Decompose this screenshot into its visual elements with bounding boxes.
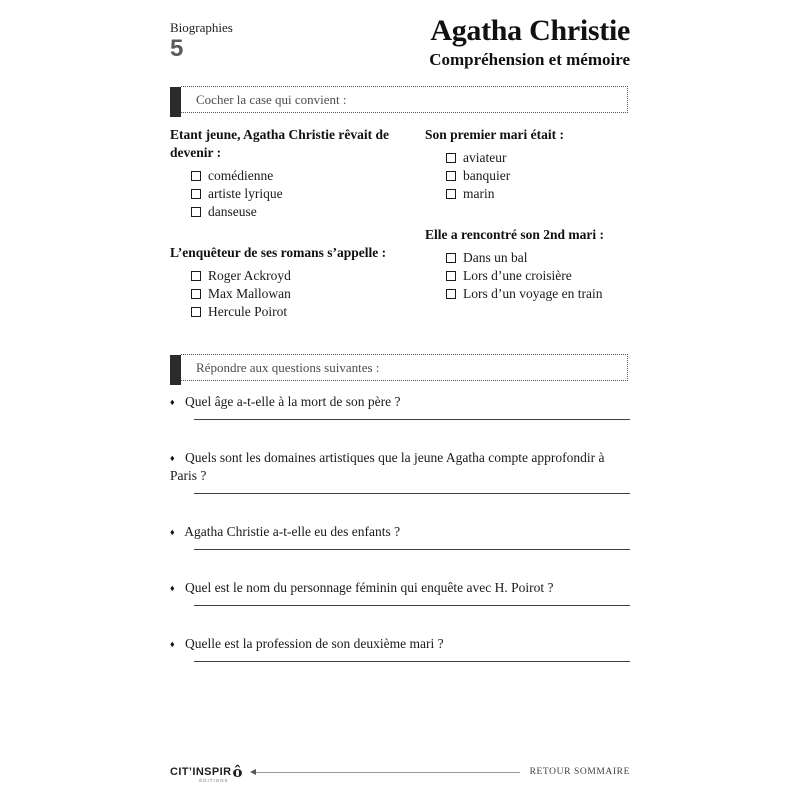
question-text: Quel est le nom du personnage féminin qui enquête avec H. Poirot ? <box>184 580 554 595</box>
checkbox-option[interactable] <box>170 203 418 221</box>
checkbox-option-label: comédienne <box>208 168 274 183</box>
question-block <box>170 635 630 662</box>
checkbox-option[interactable] <box>170 167 418 185</box>
answer-line[interactable] <box>194 605 630 606</box>
checkbox[interactable] <box>446 271 456 281</box>
question <box>170 523 630 541</box>
diamond-bullet-icon: ♦ <box>170 639 175 649</box>
instruction-bar-check <box>170 86 628 116</box>
publisher-logo-text: CIT’INSPIR <box>170 766 232 778</box>
checkbox-group-detective-name <box>170 244 418 321</box>
checkbox[interactable] <box>191 289 201 299</box>
black-tab-marker <box>170 87 181 117</box>
footer-divider-line <box>256 772 519 773</box>
instruction-text: Cocher la case qui convient : <box>196 91 347 107</box>
checkbox-group-heading: Son premier mari était : <box>425 127 564 142</box>
checkbox-option[interactable] <box>170 267 418 285</box>
checkbox-option[interactable] <box>425 285 630 303</box>
checkbox-option[interactable] <box>425 185 630 203</box>
questions-section <box>170 393 630 691</box>
answer-line[interactable] <box>194 661 630 662</box>
question <box>170 449 630 485</box>
publisher-logo-icon: ô <box>232 762 243 781</box>
question-text: Quelle est la profession de son deuxième mari ? <box>184 636 444 651</box>
checkbox[interactable] <box>191 207 201 217</box>
series-header <box>170 20 233 61</box>
back-to-summary-link[interactable]: RETOUR SOMMAIRE <box>529 767 630 777</box>
checkbox-group-second-husband-meeting <box>425 226 630 303</box>
diamond-bullet-icon: ♦ <box>170 583 175 593</box>
checkbox-option[interactable] <box>425 249 630 267</box>
page-subtitle: Compréhension et mémoire <box>429 49 630 69</box>
dotted-instruction-box <box>181 86 628 113</box>
checkbox[interactable] <box>191 271 201 281</box>
checkbox-option[interactable] <box>425 267 630 285</box>
question-block <box>170 393 630 420</box>
checkbox-option-label: Hercule Poirot <box>208 304 288 319</box>
checkbox-option-label: danseuse <box>208 204 257 219</box>
publisher-logo-subtext: ÉDITIONS <box>199 777 229 783</box>
page-title: Agatha Christie <box>430 14 630 47</box>
checkbox-group-heading: L’enquêteur de ses romans s’appelle : <box>170 245 387 260</box>
checkbox[interactable] <box>446 153 456 163</box>
diamond-bullet-icon: ♦ <box>170 453 175 463</box>
checkbox-group-first-husband <box>425 126 630 203</box>
checkbox-option-label: banquier <box>463 168 511 183</box>
checkbox-option-label: Roger Ackroyd <box>208 268 291 283</box>
black-tab-marker <box>170 355 181 385</box>
checkbox-column-left <box>170 126 418 344</box>
checkbox-column-right <box>425 126 630 326</box>
checkbox[interactable] <box>191 171 201 181</box>
question <box>170 579 630 597</box>
checkbox-group-heading: Elle a rencontré son 2nd mari : <box>425 227 604 242</box>
checkbox-group-heading: Etant jeune, Agatha Christie rêvait de devenir : <box>170 127 389 160</box>
worksheet-number: 5 <box>170 35 184 62</box>
question <box>170 393 630 411</box>
checkbox-option[interactable] <box>170 285 418 303</box>
question-text: Quel âge a-t-elle à la mort de son père ? <box>184 394 401 409</box>
diamond-bullet-icon: ♦ <box>170 397 175 407</box>
checkbox[interactable] <box>191 307 201 317</box>
answer-line[interactable] <box>194 549 630 550</box>
question-block <box>170 523 630 550</box>
checkbox-option-label: Dans un bal <box>463 250 528 265</box>
checkbox[interactable] <box>446 171 456 181</box>
checkbox[interactable] <box>446 289 456 299</box>
instruction-bar-answer <box>170 354 628 384</box>
checkbox-option-label: artiste lyrique <box>208 186 283 201</box>
question-text: Quels sont les domaines artistiques que la jeune Agatha compte approfondir à Paris ? <box>170 450 605 483</box>
dotted-instruction-box <box>181 354 628 381</box>
answer-line[interactable] <box>194 419 630 420</box>
checkbox[interactable] <box>191 189 201 199</box>
checkbox-option[interactable] <box>425 149 630 167</box>
checkbox-option-label: marin <box>463 186 495 201</box>
publisher-logo <box>170 762 243 783</box>
checkbox[interactable] <box>446 253 456 263</box>
instruction-text: Répondre aux questions suivantes : <box>196 359 380 375</box>
checkbox[interactable] <box>446 189 456 199</box>
checkbox-option-label: Lors d’une croisière <box>463 268 572 283</box>
answer-line[interactable] <box>194 493 630 494</box>
diamond-bullet-icon: ♦ <box>170 527 175 537</box>
checkbox-option[interactable] <box>170 303 418 321</box>
checkbox-group-dream-job <box>170 126 418 221</box>
checkbox-option-label: Max Mallowan <box>208 286 291 301</box>
question <box>170 635 630 653</box>
question-block <box>170 579 630 606</box>
checkbox-option[interactable] <box>170 185 418 203</box>
title-block <box>429 14 630 70</box>
checkbox-option[interactable] <box>425 167 630 185</box>
question-text: Agatha Christie a-t-elle eu des enfants ? <box>184 524 401 539</box>
series-category: Biographies <box>170 20 233 35</box>
checkbox-option-label: aviateur <box>463 150 507 165</box>
footer <box>170 762 630 782</box>
question-block <box>170 449 630 494</box>
checkbox-option-label: Lors d’un voyage en train <box>463 286 603 301</box>
